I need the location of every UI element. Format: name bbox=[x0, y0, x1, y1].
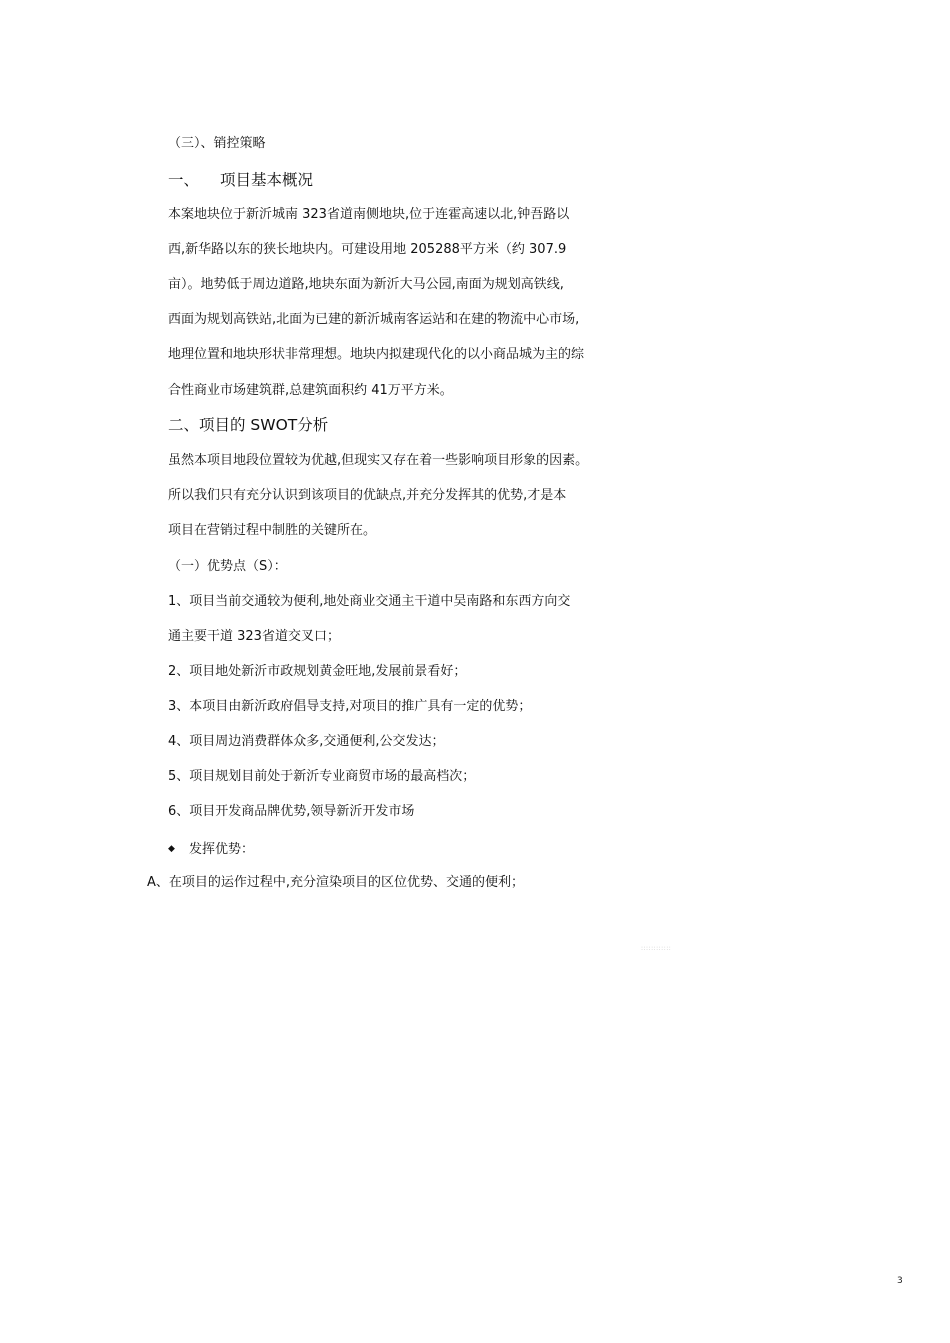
diamond-bullet-icon: ◆ bbox=[168, 844, 175, 854]
paragraph-line: 地理位置和地块形状非常理想。地块内拟建现代化的以小商品城为主的综 bbox=[168, 347, 585, 362]
paragraph-line: 所以我们只有充分认识到该项目的优缺点,并充分发挥其的优势,才是本 bbox=[168, 488, 567, 503]
point-a: A、在项目的运作过程中,充分渲染项目的区位优势、交通的便利； bbox=[147, 875, 525, 890]
strength-item: 通主要干道 323省道交叉口； bbox=[168, 629, 340, 644]
faint-dotted-mark: :::::::::::: bbox=[641, 945, 672, 952]
paragraph-line: 本案地块位于新沂城南 323省道南侧地块,位于连霍高速以北,钟吾路以 bbox=[168, 207, 570, 222]
strength-item: 6、项目开发商品牌优势,领导新沂开发市场 bbox=[168, 804, 415, 819]
heading-title: 项目基本概况 bbox=[220, 171, 314, 189]
heading-number: 一、 bbox=[168, 171, 200, 189]
paragraph-line: 西面为规划高铁站,北面为已建的新沂城南客运站和在建的物流中心市场, bbox=[168, 312, 580, 327]
page-number: 3 bbox=[897, 1276, 903, 1286]
paragraph-line: 虽然本项目地段位置较为优越,但现实又存在着一些影响项目形象的因素。 bbox=[168, 453, 589, 468]
strength-item: 4、项目周边消费群体众多,交通便利,公交发达； bbox=[168, 734, 445, 749]
paragraph-line: 西,新华路以东的狭长地块内。可建设用地 205288平方米（约 307.9 bbox=[168, 242, 567, 257]
heading-swot: 二、项目的 SWOT分析 bbox=[168, 416, 329, 434]
heading-project-overview bbox=[168, 170, 313, 190]
strength-item: 1、项目当前交通较为便利,地处商业交通主干道中吴南路和东西方向交 bbox=[168, 594, 571, 609]
strengths-heading: （一）优势点（S）： bbox=[168, 559, 287, 574]
strength-item: 5、项目规划目前处于新沂专业商贸市场的最高档次； bbox=[168, 769, 476, 784]
paragraph-line: 亩）。地势低于周边道路,地块东面为新沂大马公园,南面为规划高铁线, bbox=[168, 277, 564, 292]
leverage-label: 发挥优势： bbox=[189, 842, 255, 857]
section-sales-strategy: （三）、销控策略 bbox=[168, 136, 266, 151]
paragraph-line: 合性商业市场建筑群,总建筑面积约 41万平方米。 bbox=[168, 383, 453, 398]
strength-item: 2、项目地处新沂市政规划黄金旺地,发展前景看好； bbox=[168, 664, 467, 679]
strength-item: 3、本项目由新沂政府倡导支持,对项目的推广具有一定的优势； bbox=[168, 699, 532, 714]
leverage-bullet-item bbox=[168, 840, 254, 859]
paragraph-line: 项目在营销过程中制胜的关键所在。 bbox=[168, 523, 377, 538]
